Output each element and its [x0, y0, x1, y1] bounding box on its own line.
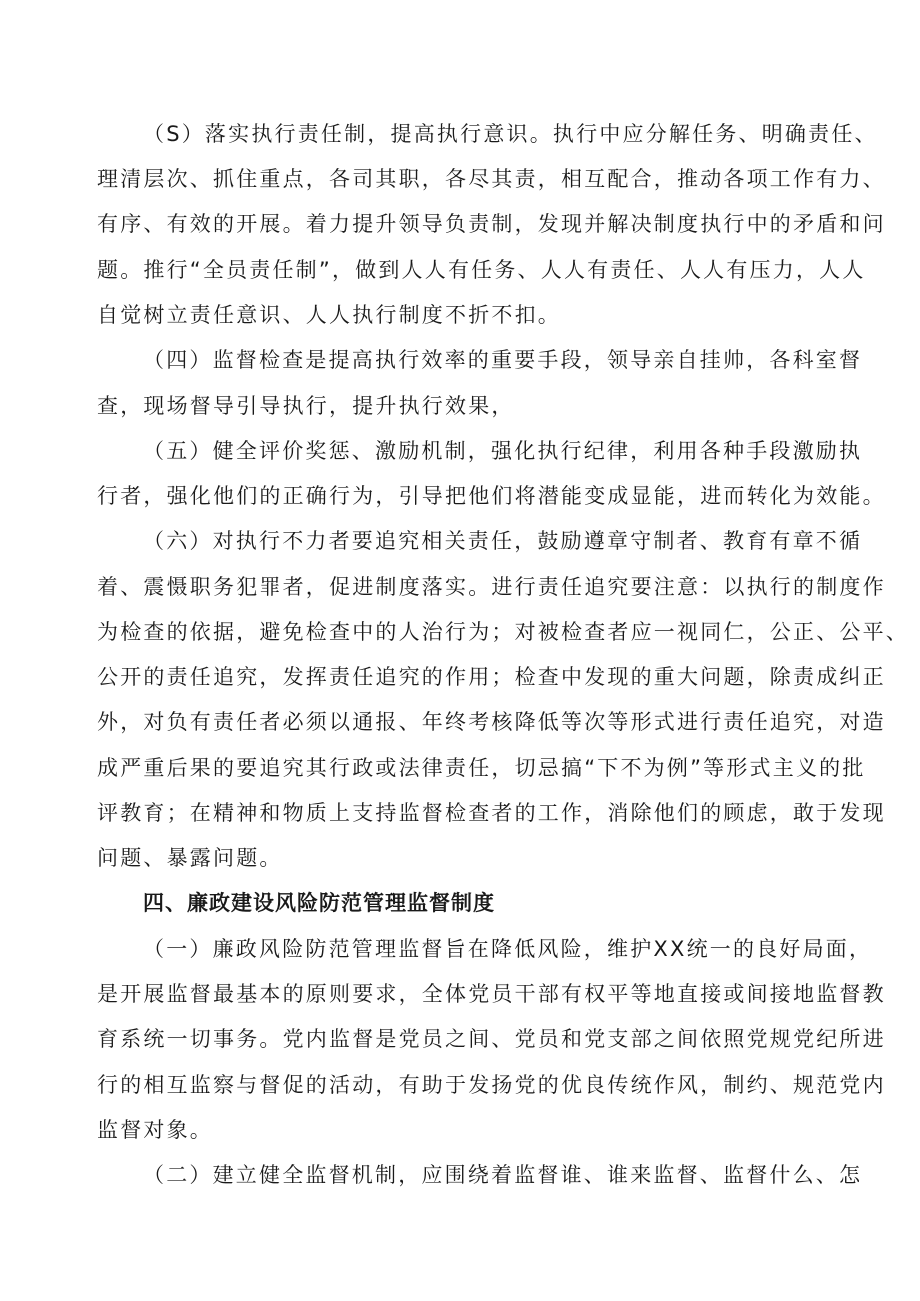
- paragraph-6-line-1: （六）对执行不力者要追究相关责任，鼓励遵章守制者、教育有章不循: [143, 529, 863, 553]
- paragraph-s-line-5: 自觉树立责任意识、人人执行制度不折不扣。: [97, 303, 561, 327]
- paragraph-1-line-5: 监督对象。: [97, 1118, 213, 1142]
- paragraph-6-line-8: 问题、暴露问题。: [97, 846, 283, 870]
- paragraph-1-line-3: 育系统一切事务。党内监督是党员之间、党员和党支部之间依照党规党纪所进: [97, 1027, 886, 1051]
- paragraph-6-line-4: 公开的责任追究，发挥责任追究的作用；检查中发现的重大问题，除责成纠正: [97, 665, 886, 689]
- paragraph-5-line-1: （五）健全评价奖惩、激励机制，强化执行纪律，利用各种手段激励执: [143, 439, 863, 463]
- paragraph-2-line-1: （二）建立健全监督机制，应围绕着监督谁、谁来监督、监督什么、怎: [143, 1163, 863, 1187]
- paragraph-6-line-2: 着、震慑职务犯罪者，促进制度落实。进行责任追究要注意：以执行的制度作: [97, 575, 886, 599]
- paragraph-s-line-1: （S）落实执行责任制，提高执行意识。执行中应分解任务、明确责任、: [143, 122, 878, 146]
- paragraph-6-line-6: 成严重后果的要追究其行政或法律责任，切忌搞“下不为例”等形式主义的批: [97, 756, 866, 780]
- section-4-heading: 四、廉政建设风险防范管理监督制度: [143, 891, 495, 915]
- paragraph-6-line-7: 评教育；在精神和物质上支持监督检查者的工作，消除他们的顾虑，敢于发现: [97, 801, 886, 825]
- paragraph-4-line-1: （四）监督检查是提高执行效率的重要手段，领导亲自挂帅，各科室督: [143, 348, 863, 372]
- paragraph-1-line-4: 行的相互监察与督促的活动，有助于发扬党的优良传统作风，制约、规范党内: [97, 1073, 886, 1097]
- paragraph-s-line-3: 有序、有效的开展。着力提升领导负责制，发现并解决制度执行中的矛盾和问: [97, 212, 886, 236]
- paragraph-6-line-5: 外，对负有责任者必须以通报、年终考核降低等次等形式进行责任追究，对造: [97, 710, 886, 734]
- paragraph-1-line-1: （一）廉政风险防范管理监督旨在降低风险，维护XX统一的良好局面，: [143, 937, 873, 961]
- paragraph-6-line-3: 为检查的依据，避免检查中的人治行为；对被检查者应一视同仁，公正、公平、: [97, 620, 909, 644]
- paragraph-s-line-4: 题。推行“全员责任制”，做到人人有任务、人人有责任、人人有压力，人人: [97, 258, 866, 282]
- paragraph-1-line-2: 是开展监督最基本的原则要求，全体党员干部有权平等地直接或间接地监督教: [97, 982, 886, 1006]
- paragraph-5-line-2: 行者，强化他们的正确行为，引导把他们将潜能变成显能，进而转化为效能。: [97, 484, 886, 508]
- paragraph-s-line-2: 理清层次、抓住重点，各司其职，各尽其责，相互配合，推动各项工作有力、: [97, 167, 886, 191]
- paragraph-4-line-2: 查，现场督导引导执行，提升执行效果，: [97, 394, 515, 418]
